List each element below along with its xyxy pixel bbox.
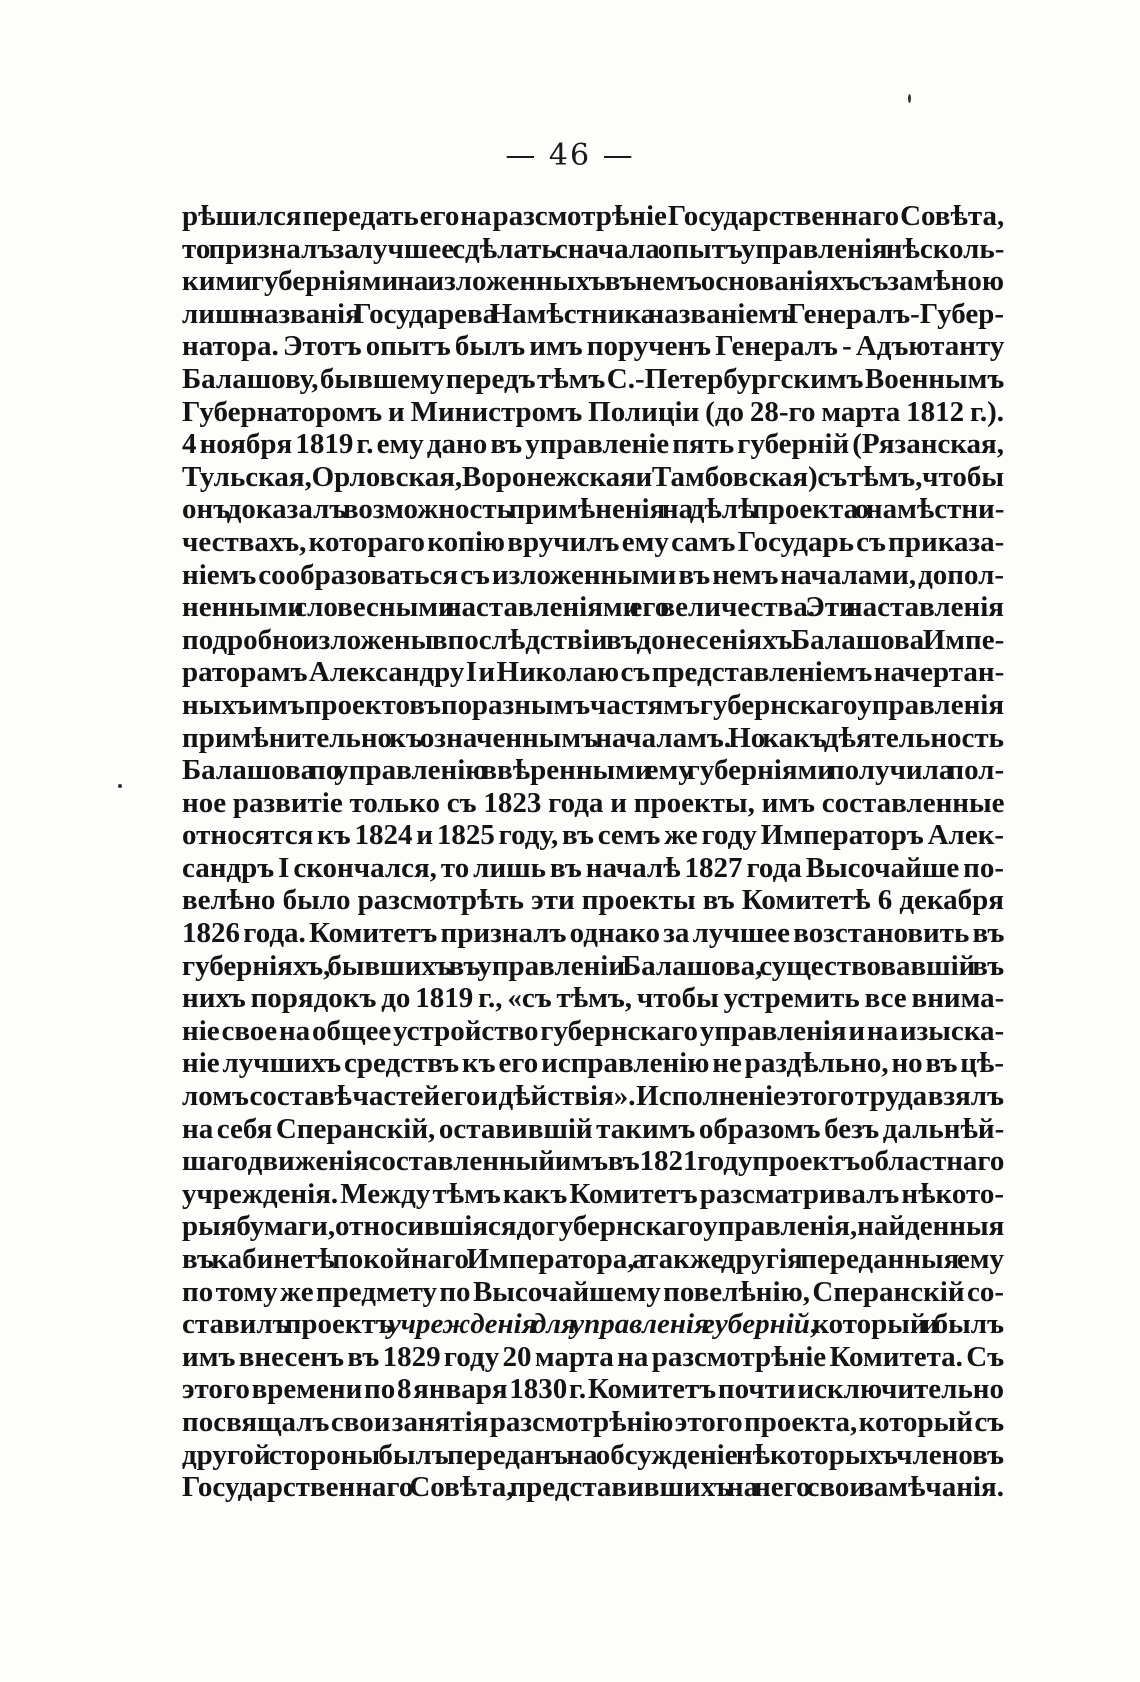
text-line: рыя бумаги, относившіяся до губернскаго управленія, найденныя — [182, 1210, 1005, 1243]
text-line: ненными словесными наставленіями его величества. Эти наставленія — [182, 591, 1004, 624]
text-line: Балашова по управленію ввѣренными ему губерніями получила пол- — [182, 754, 1005, 787]
text-line: относятся къ 1824 и 1825 году, въ семъ же году Императоръ Алек- — [182, 819, 1005, 852]
text-line: Балашову, бывшему передъ тѣмъ С.-Петербургскимъ Военнымъ — [182, 362, 1005, 395]
text-line: Государственнаго Совѣта, представившихъ на него свои замѣчанія. — [182, 1471, 1004, 1504]
text-line: онъ доказалъ возможность примѣненія на дѣлѣ проекта о намѣстни- — [182, 493, 1005, 526]
text-line: натора. Этотъ опытъ былъ имъ порученъ Генералъ - Адъютанту — [182, 330, 1005, 363]
text-line: кими губерніями на изложенныхъ въ немъ основаніяхъ съ замѣною — [182, 265, 1005, 298]
text-line: чествахъ, котораго копію вручилъ ему самъ Государь съ приказа- — [182, 525, 1005, 558]
text-line: рѣшился передать его на разсмотрѣніе Государственнаго Совѣта, — [182, 200, 1005, 232]
page-number: — 46 — — [505, 138, 635, 173]
text-line-with-italic — [182, 1308, 1004, 1341]
text-line: учрежденія. Между тѣмъ какъ Комитетъ разсматривалъ нѣкото- — [182, 1177, 1004, 1210]
text-line: другой стороны былъ переданъ на обсужденіе нѣкоторыхъ членовъ — [182, 1438, 1004, 1471]
text-line: подробно изложены впослѣдствіи въ донесеніяхъ Балашова Импе- — [182, 623, 1005, 656]
text-line: Тульская, Орловская, Воронежская и Тамбовская) съ тѣмъ, чтобы — [182, 460, 1004, 493]
text-line: примѣнительно къ означеннымъ началамъ. Но какъ дѣятельность — [182, 721, 1004, 754]
text-fragment: ставилъ проектъ — [182, 1308, 388, 1341]
text-line: губерніяхъ, бывшихъ въ управленіи Балашова, существовавшій въ — [182, 949, 1005, 982]
text-line: 1826 года. Комитетъ призналъ однако за лучшее возстановить въ — [182, 917, 1005, 950]
text-line: велѣно было разсмотрѣть эти проекты въ Комитетѣ 6 декабря — [182, 884, 1004, 917]
print-speck — [908, 94, 911, 103]
text-fragment: , который и былъ — [809, 1308, 1004, 1341]
text-line: посвящалъ свои занятія разсмотрѣнію этого проекта, который съ — [182, 1405, 1005, 1438]
text-line: шаго движенія составленный имъ въ 1821 году проектъ областнаго — [182, 1145, 1005, 1178]
text-line: лишь названія Государева Намѣстника названіемъ Генералъ-Губер- — [182, 297, 1004, 330]
text-line: ніе лучшихъ средствъ къ его исправленію не раздѣльно, но въ цѣ- — [182, 1047, 1004, 1080]
text-line: 4 ноября 1819 г. ему дано въ управленіе пять губерній (Рязанская, — [182, 428, 1004, 461]
text-line: Губернаторомъ и Министромъ Полиціи (до 28-го марта 1812 г.). — [182, 395, 1005, 428]
text-line: ніе свое на общее устройство губернскаго управленія и на изыска- — [182, 1014, 1005, 1047]
text-line: раторамъ Александру I и Николаю съ представленіемъ начертан- — [182, 656, 1005, 689]
text-line: на себя Сперанскій, оставившій такимъ образомъ безъ дальнѣй- — [182, 1112, 1005, 1145]
text-line: ное развитіе только съ 1823 года и проекты, имъ составленные — [182, 786, 1005, 819]
text-line: ныхъ имъ проектовъ по разнымъ частямъ губернскаго управленія — [182, 688, 1005, 721]
text-line: ломъ составѣ частей его и дѣйствія». Исполненіе этого труда взялъ — [182, 1080, 1004, 1113]
text-line: въ кабинетѣ покойнаго Императора, а также другія переданныя ему — [182, 1243, 1004, 1275]
print-speck — [118, 784, 122, 788]
text-line: этого времени по 8 января 1830 г. Комитетъ почти исключительно — [182, 1373, 1004, 1406]
text-line: нихъ порядокъ до 1819 г., «съ тѣмъ, чтобы устремить все внима- — [182, 982, 1005, 1015]
text-line: сандръ I скончался, то лишь въ началѣ 1827 года Высочайше по- — [182, 851, 1005, 884]
text-line: по тому же предмету по Высочайшему повелѣнію, Сперанскій со- — [182, 1275, 1004, 1308]
text-line: имъ внесенъ въ 1829 году 20 марта на разсмотрѣніе Комитета. Съ — [182, 1340, 1005, 1373]
body-text — [182, 200, 1004, 1504]
italic-title: учрежденія для управленія губерній — [387, 1308, 810, 1341]
text-line: ніемъ сообразоваться съ изложенными въ немъ началами, допол- — [182, 558, 1004, 591]
text-line: то призналъ за лучшее сдѣлать сначала опытъ управленія нѣсколь- — [182, 232, 1005, 265]
